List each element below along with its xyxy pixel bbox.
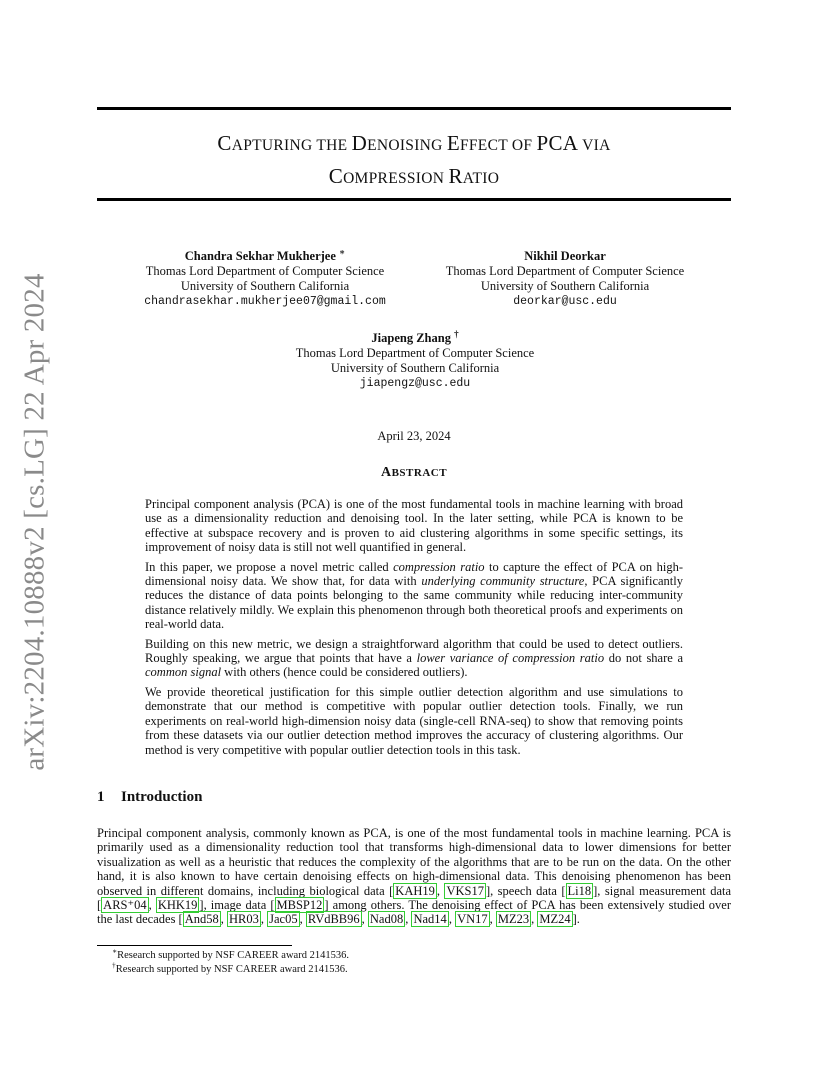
title-segment: ATIO (462, 170, 500, 187)
author-block-3 (270, 328, 560, 391)
text-run: Principal component analysis, commonly known as PCA, is one of the most fundamental tools in machine learning. PCA is primarily used as a dimensionality reduction tool that transforms high-dimensional data to lower dimensions for better visualization as well as a heuristic that reduces the complexity of the algorithms that are to be run on the data. On the other hand, it is also known to have certain denoising effects on high-dimensional data. This denoising phenomenon has been observed in different domains, including biological data [ (97, 826, 731, 898)
text-run: with others (hence could be considered outliers). (221, 665, 468, 680)
title-segment: OMPRESSION (343, 170, 449, 187)
text-run: In this paper, we propose a novel metric called (145, 559, 394, 574)
author-name: Chandra Sekhar Mukherjee ∗ (184, 246, 346, 263)
section-heading (97, 789, 202, 806)
citation-link[interactable]: MBSP12 (276, 898, 323, 913)
text-run: ], signal measurement data [ (97, 883, 732, 913)
text-run: , (531, 912, 538, 927)
author-email[interactable]: chandrasekhar.mukherjee07@gmail.com (144, 295, 386, 308)
text-run: We provide theoretical justification for this simple outlier detection algorithm and use simulations to demonstrate that our method is competitive with popular outlier detection tools. Finally, we run experiments on real-world high-dimension noisy data (single-cell RNA-seq) to show that removing points from these datasets via our outlier detection method improves the accuracy of clustering algorithms. Our method is very competitive with popular outlier detection tools in this task. (145, 684, 683, 757)
abstract-paragraph (145, 497, 683, 555)
text-run: , (489, 912, 496, 927)
text-run: to capture the effect of PCA on high-dimensional noisy data. We show that, for data with (145, 559, 683, 589)
title-line-1 (97, 128, 731, 161)
title-segment: E (446, 131, 460, 155)
author-university: University of Southern California (330, 361, 500, 375)
emphasized-term: underlying community structure (421, 574, 585, 589)
emphasized-term: lower variance of compression ratio (416, 651, 605, 666)
abstract-heading: ABSTRACT (380, 465, 448, 480)
abstract-paragraph (145, 637, 683, 680)
footnote-2: †Research supported by NSF CAREER award 2141536. (112, 960, 348, 975)
title-bottom-rule (97, 198, 731, 201)
text-run: do not share a (604, 651, 683, 666)
author-mark: ∗ (339, 246, 346, 257)
text-run: , (405, 912, 412, 927)
citation-link[interactable]: Li18 (567, 883, 592, 898)
citation-link[interactable]: HR03 (229, 912, 259, 927)
citation-link[interactable]: RVdBB96 (307, 912, 360, 927)
paper-title (97, 128, 731, 194)
abstract-paragraph (145, 560, 683, 632)
title-segment: PCA (536, 131, 579, 155)
citation-link[interactable]: KHK19 (157, 898, 198, 913)
citation-link[interactable]: MZ24 (539, 912, 571, 927)
author-name: Jiapeng Zhang † (371, 328, 459, 345)
title-segment: APTURING THE (231, 137, 352, 154)
author-mark: † (454, 328, 459, 339)
section-number: 1 (97, 789, 105, 805)
text-run: , (361, 912, 368, 927)
author-department: Thomas Lord Department of Computer Science (295, 346, 535, 360)
footnote-1: ∗Research supported by NSF CAREER award 2141536. (112, 946, 349, 961)
text-run: ] among others. The denoising effect of PCA has been extensively studied over the last decades [ (97, 898, 732, 927)
author-university: University of Southern California (480, 279, 650, 293)
author-name: Nikhil Deorkar (524, 249, 606, 263)
intro-paragraph (97, 826, 731, 927)
text-run: , PCA significantly reduces the distance of data points belonging to the same community while reducing inter-community distance relatively mildly. We explain this phenomenon through both theoretical proofs and experiments on real-world data. (145, 574, 683, 632)
citation-link[interactable]: VN17 (457, 912, 488, 927)
title-line-2 (97, 161, 731, 194)
title-segment: D (351, 131, 368, 155)
text-run: ], image data [ (199, 898, 275, 913)
text-run: , (436, 883, 445, 898)
citation-link[interactable]: And58 (184, 912, 219, 927)
citation-link[interactable]: KAH19 (395, 883, 435, 898)
emphasized-term: common signal (145, 665, 222, 680)
text-run: , (148, 898, 156, 913)
title-segment: R (448, 164, 463, 188)
title-segment: VIA (578, 137, 611, 154)
author-department: Thomas Lord Department of Computer Science (145, 264, 385, 278)
abstract-paragraph (145, 685, 683, 757)
footnote-rule (97, 945, 292, 946)
text-run: ], speech data [ (485, 883, 566, 898)
author-university: University of Southern California (180, 279, 350, 293)
citation-link[interactable]: ARS⁺04 (103, 898, 147, 913)
citation-link[interactable]: MZ23 (497, 912, 530, 927)
title-segment: FFECT OF (459, 137, 537, 154)
text-run: Principal component analysis (PCA) is one of the most fundamental tools in machine learning with broad use as a dimensionality reduction and denoising tool. In the later setting, while PCA is known to be effective at subspace recovery and is proven to aid clustering algorithms in some specific settings, its improvement of noisy data is still not well quantified in general. (145, 497, 683, 555)
citation-link[interactable]: Nad08 (369, 912, 404, 927)
author-department: Thomas Lord Department of Computer Science (445, 264, 685, 278)
text-run: , (299, 912, 306, 927)
abstract-body (145, 497, 683, 762)
author-email[interactable]: deorkar@usc.edu (513, 295, 617, 308)
text-run: , (220, 912, 228, 927)
arxiv-identifier-stamp: arXiv:2204.10888v2 [cs.LG] 22 Apr 2024 (18, 273, 51, 771)
text-run: ]. (572, 912, 580, 927)
section-title: Introduction (121, 789, 203, 805)
emphasized-term: compression ratio (393, 559, 485, 574)
text-run: , (448, 912, 456, 927)
citation-link[interactable]: Nad14 (413, 912, 447, 927)
author-email[interactable]: jiapengz@usc.edu (359, 377, 471, 390)
title-segment: C (328, 164, 344, 188)
text-run: Building on this new metric, we design a straightforward algorithm that could be used to detect outliers. Roughly speaking, we argue that points that have a (145, 636, 683, 666)
citation-link[interactable]: VKS17 (446, 883, 484, 898)
author-block-1 (120, 246, 410, 309)
author-block-2 (420, 249, 710, 309)
title-top-rule (97, 107, 731, 110)
publication-date: April 23, 2024 (377, 429, 451, 443)
title-segment: C (217, 131, 232, 155)
citation-link[interactable]: Jac05 (269, 912, 298, 927)
title-segment: ENOISING (367, 137, 447, 154)
text-run: , (260, 912, 268, 927)
